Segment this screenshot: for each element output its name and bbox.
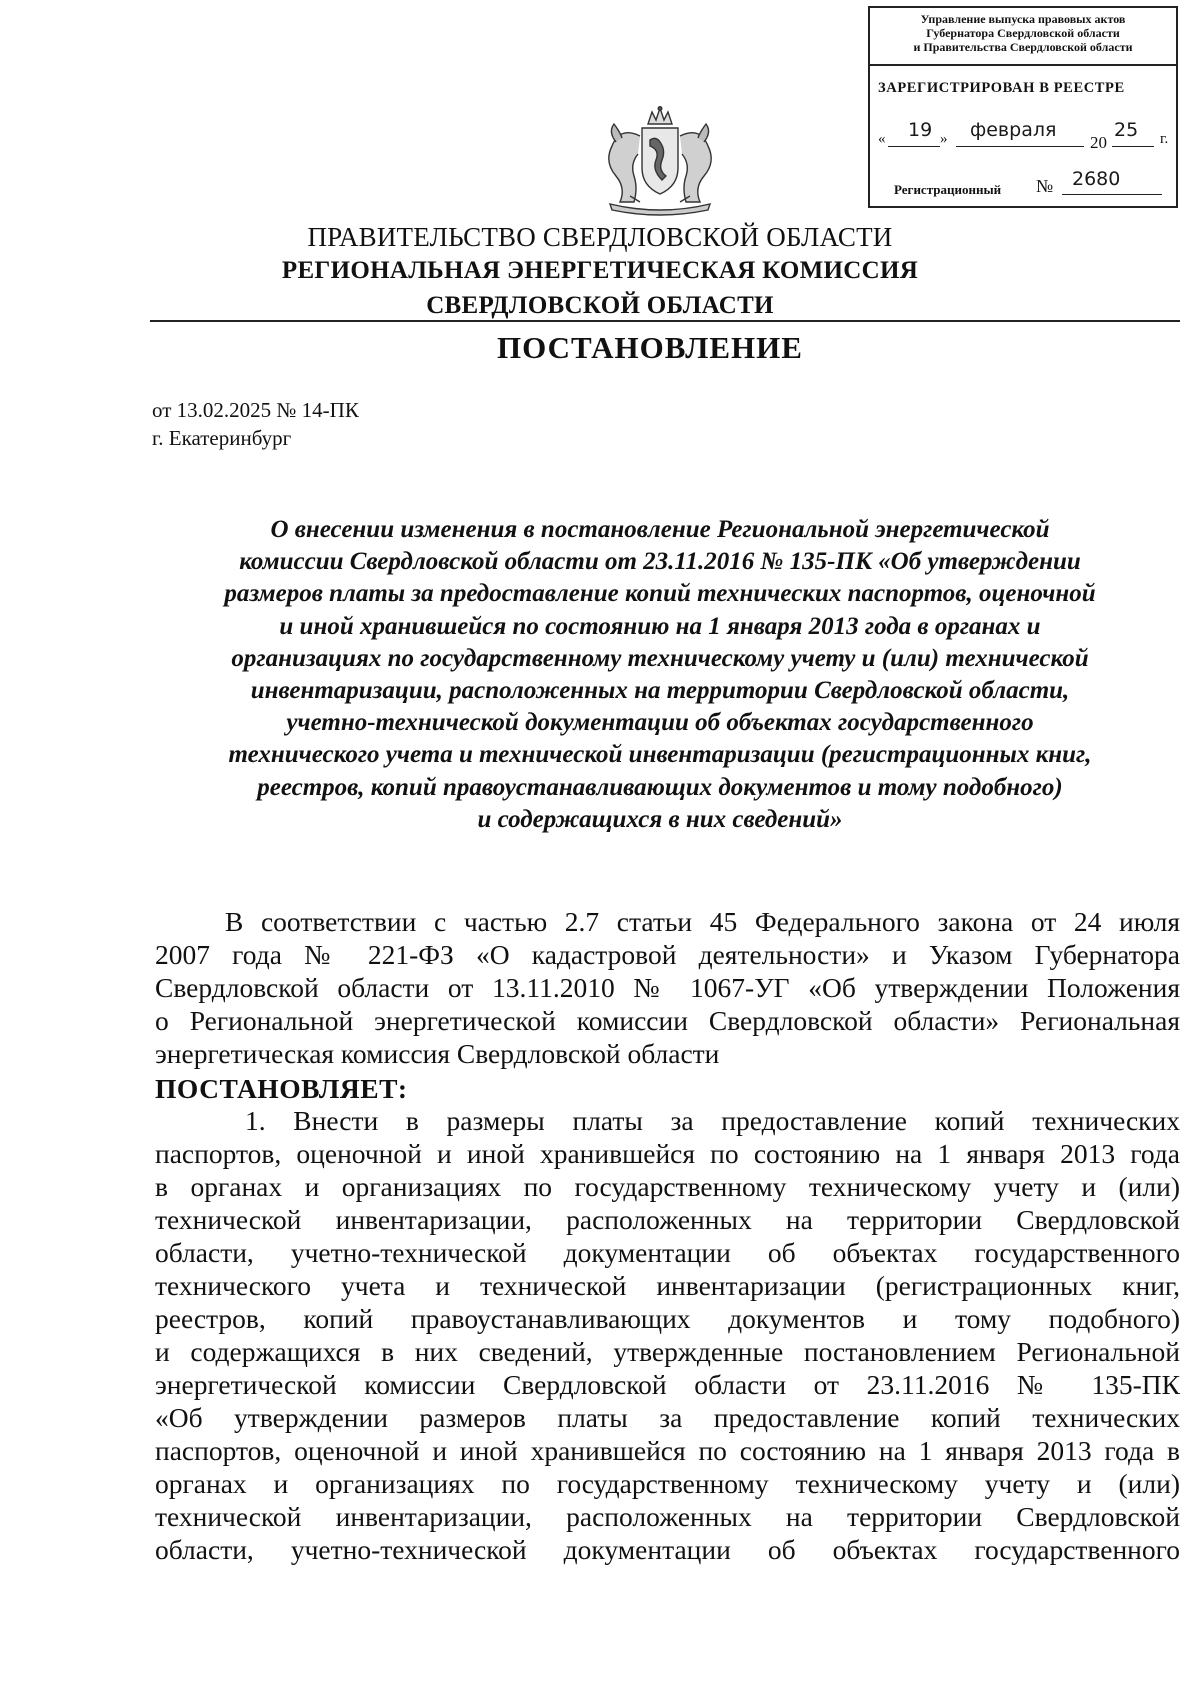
registration-stamp xyxy=(868,6,1178,208)
item-1-line: технической инвентаризации, расположенных на территории Свердловской xyxy=(155,1501,1180,1532)
item-1-line: реестров, копий правоустанавливающих документов и тому подобного) xyxy=(155,1303,1180,1334)
stamp-month: февраля xyxy=(970,119,1057,141)
item-1-line: паспортов, оценочной и иной хранившейся по состоянию на 1 января 2013 года в xyxy=(155,1435,1180,1466)
title-line: организациях по государственному техническому учету и (или) технической xyxy=(231,644,1089,672)
stamp-reg-label: Регистрационный xyxy=(894,182,1002,197)
item-1-line: и содержащихся в них сведений, утвержденные постановлением Региональной xyxy=(155,1336,1180,1367)
title-line: и иной хранившейся по состоянию на 1 января 2013 года в органах и xyxy=(279,612,1041,640)
stamp-day-underline xyxy=(888,146,940,147)
preamble-line: Свердловской области от 13.11.2010 № 1067-УГ «Об утверждении Положения xyxy=(155,972,1180,1003)
item-1-line: технического учета и технической инвентаризации (регистрационных книг, xyxy=(155,1270,1180,1301)
stamp-org-line: Управление выпуска правовых актов xyxy=(920,12,1126,26)
item-1-line: «Об утверждении размеров платы за предоставление копий технических xyxy=(155,1402,1180,1433)
stamp-org-line: и Правительства Свердловской области xyxy=(913,40,1133,54)
stamp-organization xyxy=(870,12,1176,54)
document-type: ПОСТАНОВЛЕНИЕ xyxy=(497,330,803,365)
title-line: технического учета и технической инвентаризации (регистрационных книг, xyxy=(228,741,1092,769)
stamp-divider xyxy=(870,64,1176,66)
document-number: от 13.02.2025 № 14-ПК xyxy=(152,398,359,422)
item-1-line: энергетической комиссии Свердловской области от 23.11.2016 № 135-ПК xyxy=(155,1369,1180,1400)
stamp-registration-number xyxy=(894,168,1169,198)
commission-name-line2: СВЕРДЛОВСКОЙ ОБЛАСТИ xyxy=(426,292,774,319)
item-1-line: 1. Внести в размеры платы за предоставление копий технических xyxy=(245,1105,1180,1136)
preamble-line: 2007 года № 221-ФЗ «О кадастровой деятельности» и Указом Губернатора xyxy=(155,939,1180,970)
item-1-line: органах и организациях по государственному техническому учету и (или) xyxy=(155,1468,1180,1499)
preamble-line: энергетическая комиссия Свердловской области xyxy=(155,1038,720,1069)
item-1-line: в органах и организациях по государственному техническому учету и (или) xyxy=(155,1171,1180,1202)
document-city: г. Екатеринбург xyxy=(152,426,292,450)
title-line: реестров, копий правоустанавливающих документов и тому подобного) xyxy=(257,773,1063,801)
stamp-reg-underline xyxy=(1062,194,1162,195)
item-1-line: области, учетно-технической документации об объектах государственного xyxy=(155,1237,1180,1268)
stamp-year-abbr: г. xyxy=(1160,131,1169,147)
title-line: размеров платы за предоставление копий технических паспортов, оценочной xyxy=(224,580,1096,608)
stamp-day: 19 xyxy=(908,119,933,141)
item-1-line: технической инвентаризации, расположенных на территории Свердловской xyxy=(155,1204,1180,1235)
stamp-reg-number: 2680 xyxy=(1072,168,1121,190)
stamp-year-suffix: 25 xyxy=(1114,119,1139,141)
stamp-number-sign: № xyxy=(1036,176,1054,196)
title-line: и содержащихся в них сведений» xyxy=(477,805,843,833)
stamp-year-prefix: 20 xyxy=(1090,133,1107,152)
stamp-year-underline xyxy=(1112,146,1154,147)
government-name: ПРАВИТЕЛЬСТВО СВЕРДЛОВСКОЙ ОБЛАСТИ xyxy=(307,222,893,252)
item-1-line: паспортов, оценочной и иной хранившейся по состоянию на 1 января 2013 года xyxy=(155,1138,1180,1169)
preamble-line: В соответствии с частью 2.7 статьи 45 Федерального закона от 24 июля xyxy=(225,906,1180,937)
stamp-registered-label: ЗАРЕГИСТРИРОВАН В РЕЕСТРЕ xyxy=(878,80,1125,96)
stamp-org-line: Губернатора Свердловской области xyxy=(926,26,1120,40)
stamp-close-quote: » xyxy=(940,131,948,147)
resolves-heading: ПОСТАНОВЛЯЕТ: xyxy=(155,1073,408,1104)
item-1-line: области, учетно-технической документации об объектах государственного xyxy=(155,1534,1180,1565)
stamp-date xyxy=(878,119,1174,152)
document-title xyxy=(140,514,1180,836)
stamp-open-quote: « xyxy=(878,131,886,147)
header-rule xyxy=(150,320,1180,322)
title-line: О внесении изменения в постановление Региональной энергетической xyxy=(270,516,1050,543)
title-line: комиссии Свердловской области от 23.11.2016 № 135-ПК «Об утверждении xyxy=(239,548,1081,576)
title-line: учетно-технической документации об объектах государственного xyxy=(286,709,1034,737)
coat-of-arms-icon xyxy=(590,106,730,216)
stamp-month-underline xyxy=(956,146,1084,147)
commission-name-line1: РЕГИОНАЛЬНАЯ ЭНЕРГЕТИЧЕСКАЯ КОМИССИЯ xyxy=(281,257,919,284)
preamble-line: о Региональной энергетической комиссии Свердловской области» Региональная xyxy=(155,1005,1180,1036)
title-line: инвентаризации, расположенных на территории Свердловской области, xyxy=(250,677,1070,705)
